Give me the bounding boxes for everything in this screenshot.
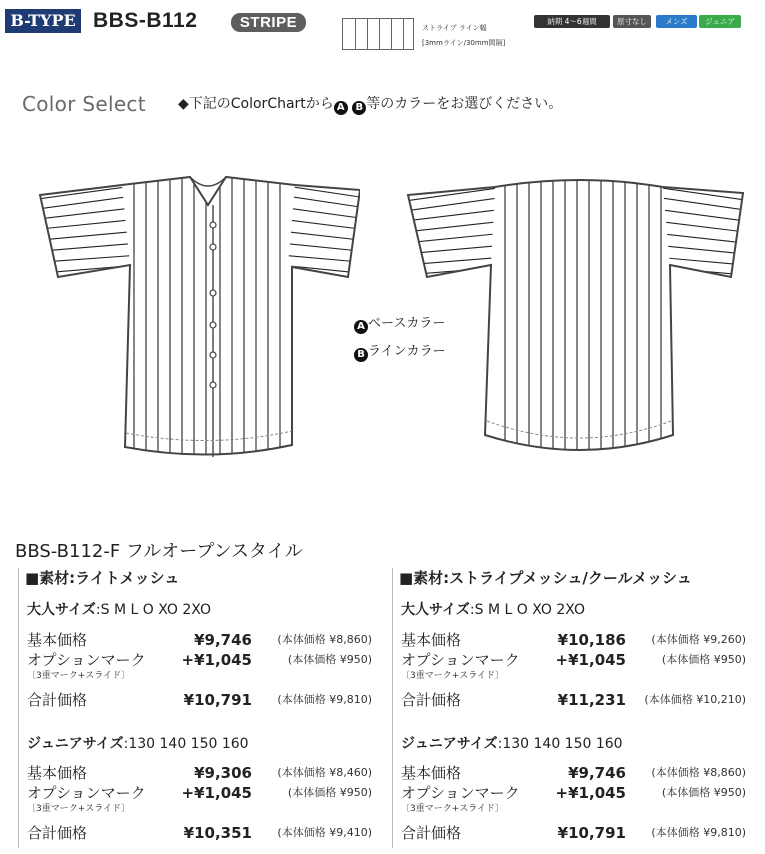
price-value: +¥1,045 (181, 651, 252, 669)
price-column-stripe-mesh (392, 568, 746, 848)
adult-sizes (27, 600, 211, 620)
delivery-tag: 納期 4〜6週間 (534, 15, 610, 28)
price-value: ¥9,306 (194, 764, 252, 782)
adult-size-label: 大人サイズ (401, 602, 470, 618)
base-color-label (354, 316, 445, 334)
price-value: ¥11,231 (557, 691, 626, 709)
price-value: ¥10,791 (557, 824, 626, 842)
color-select-title: Color Select (22, 92, 146, 116)
jersey-front-illustration (30, 165, 360, 475)
adult-size-label: 大人サイズ (27, 602, 96, 618)
material-label: ■素材:ライトメッシュ (25, 569, 180, 587)
jersey-back-illustration (405, 165, 745, 475)
price-label: オプションマーク (27, 651, 146, 669)
adult-sizes (401, 600, 585, 620)
marker-b-icon: B (354, 348, 368, 362)
price-value: ¥9,746 (568, 764, 626, 782)
price-value: ¥9,746 (194, 631, 252, 649)
option-subnote: 〔3重マーク+スライド〕 (401, 804, 504, 814)
product-title: BBS-B112-F フルオープンスタイル (15, 541, 303, 562)
price-value: +¥1,045 (555, 651, 626, 669)
type-badge: B-TYPE (5, 9, 81, 33)
price-value: ¥10,351 (183, 824, 252, 842)
junior-tag: ジュニア (699, 15, 741, 28)
option-subnote: 〔3重マーク+スライド〕 (27, 804, 130, 814)
junior-base-row (401, 763, 746, 783)
adult-size-list: :S M L O XO 2XO (95, 602, 211, 618)
note-suffix: 等のカラーをお選びください。 (366, 96, 563, 112)
price-note: (本体価格 ¥950) (287, 786, 372, 799)
junior-option-row (27, 783, 372, 803)
junior-base-row (27, 763, 372, 783)
price-label: オプションマーク (27, 784, 146, 802)
price-label: 基本価格 (401, 631, 462, 649)
adult-total-row (401, 690, 746, 710)
price-note: (本体価格 ¥950) (661, 786, 746, 799)
price-label: オプションマーク (401, 784, 520, 802)
price-note: (本体価格 ¥9,260) (651, 633, 746, 646)
price-note: (本体価格 ¥10,210) (644, 693, 746, 706)
junior-option-row (401, 783, 746, 803)
stripe-swatch (342, 18, 414, 50)
junior-size-label: ジュニアサイズ (401, 736, 498, 752)
line-color-text: ラインカラー (368, 344, 446, 359)
price-note: (本体価格 ¥9,810) (277, 693, 372, 706)
no-fabric-tag: 原寸なし (613, 15, 651, 28)
adult-total-row (27, 690, 372, 710)
junior-sizes (27, 734, 249, 754)
option-subnote: 〔3重マーク+スライド〕 (401, 671, 504, 681)
price-label: 合計価格 (27, 691, 88, 709)
price-note: (本体価格 ¥8,860) (277, 633, 372, 646)
price-label: オプションマーク (401, 651, 520, 669)
price-label: 合計価格 (401, 691, 462, 709)
price-note: (本体価格 ¥9,810) (651, 826, 746, 839)
pattern-badge: STRIPE (231, 13, 306, 32)
price-label: 基本価格 (27, 764, 88, 782)
junior-size-list: :130 140 150 160 (497, 736, 623, 752)
junior-sizes (401, 734, 623, 754)
price-label: 基本価格 (401, 764, 462, 782)
adult-size-list: :S M L O XO 2XO (469, 602, 585, 618)
price-value: +¥1,045 (555, 784, 626, 802)
junior-total-row (27, 823, 372, 843)
price-note: (本体価格 ¥8,860) (651, 766, 746, 779)
note-prefix: ◆下記のColorChartから (178, 96, 334, 112)
price-value: +¥1,045 (181, 784, 252, 802)
junior-total-row (401, 823, 746, 843)
price-note: (本体価格 ¥950) (287, 653, 372, 666)
stripe-spec: [3mmライン/30mm間隔] (422, 39, 506, 47)
adult-option-row (401, 650, 746, 670)
price-column-light-mesh (18, 568, 372, 848)
color-select-note (178, 96, 562, 115)
junior-size-label: ジュニアサイズ (27, 736, 124, 752)
marker-b-icon: B (352, 101, 366, 115)
price-label: 合計価格 (27, 824, 88, 842)
line-color-label (354, 344, 446, 362)
price-label: 合計価格 (401, 824, 462, 842)
price-value: ¥10,186 (557, 631, 626, 649)
price-note: (本体価格 ¥8,460) (277, 766, 372, 779)
price-value: ¥10,791 (183, 691, 252, 709)
model-code: BBS-B112 (93, 9, 198, 32)
marker-a-icon: A (354, 320, 368, 334)
junior-size-list: :130 140 150 160 (123, 736, 249, 752)
material-label: ■素材:ストライプメッシュ/クールメッシュ (399, 569, 692, 587)
adult-base-row (401, 630, 746, 650)
adult-option-row (27, 650, 372, 670)
option-subnote: 〔3重マーク+スライド〕 (27, 671, 130, 681)
price-note: (本体価格 ¥9,410) (277, 826, 372, 839)
marker-a-icon: A (334, 101, 348, 115)
price-note: (本体価格 ¥950) (661, 653, 746, 666)
mens-tag: メンズ (656, 15, 697, 28)
price-label: 基本価格 (27, 631, 88, 649)
base-color-text: ベースカラー (368, 316, 446, 331)
adult-base-row (27, 630, 372, 650)
stripe-note: ストライプ ライン幅 (422, 24, 487, 32)
